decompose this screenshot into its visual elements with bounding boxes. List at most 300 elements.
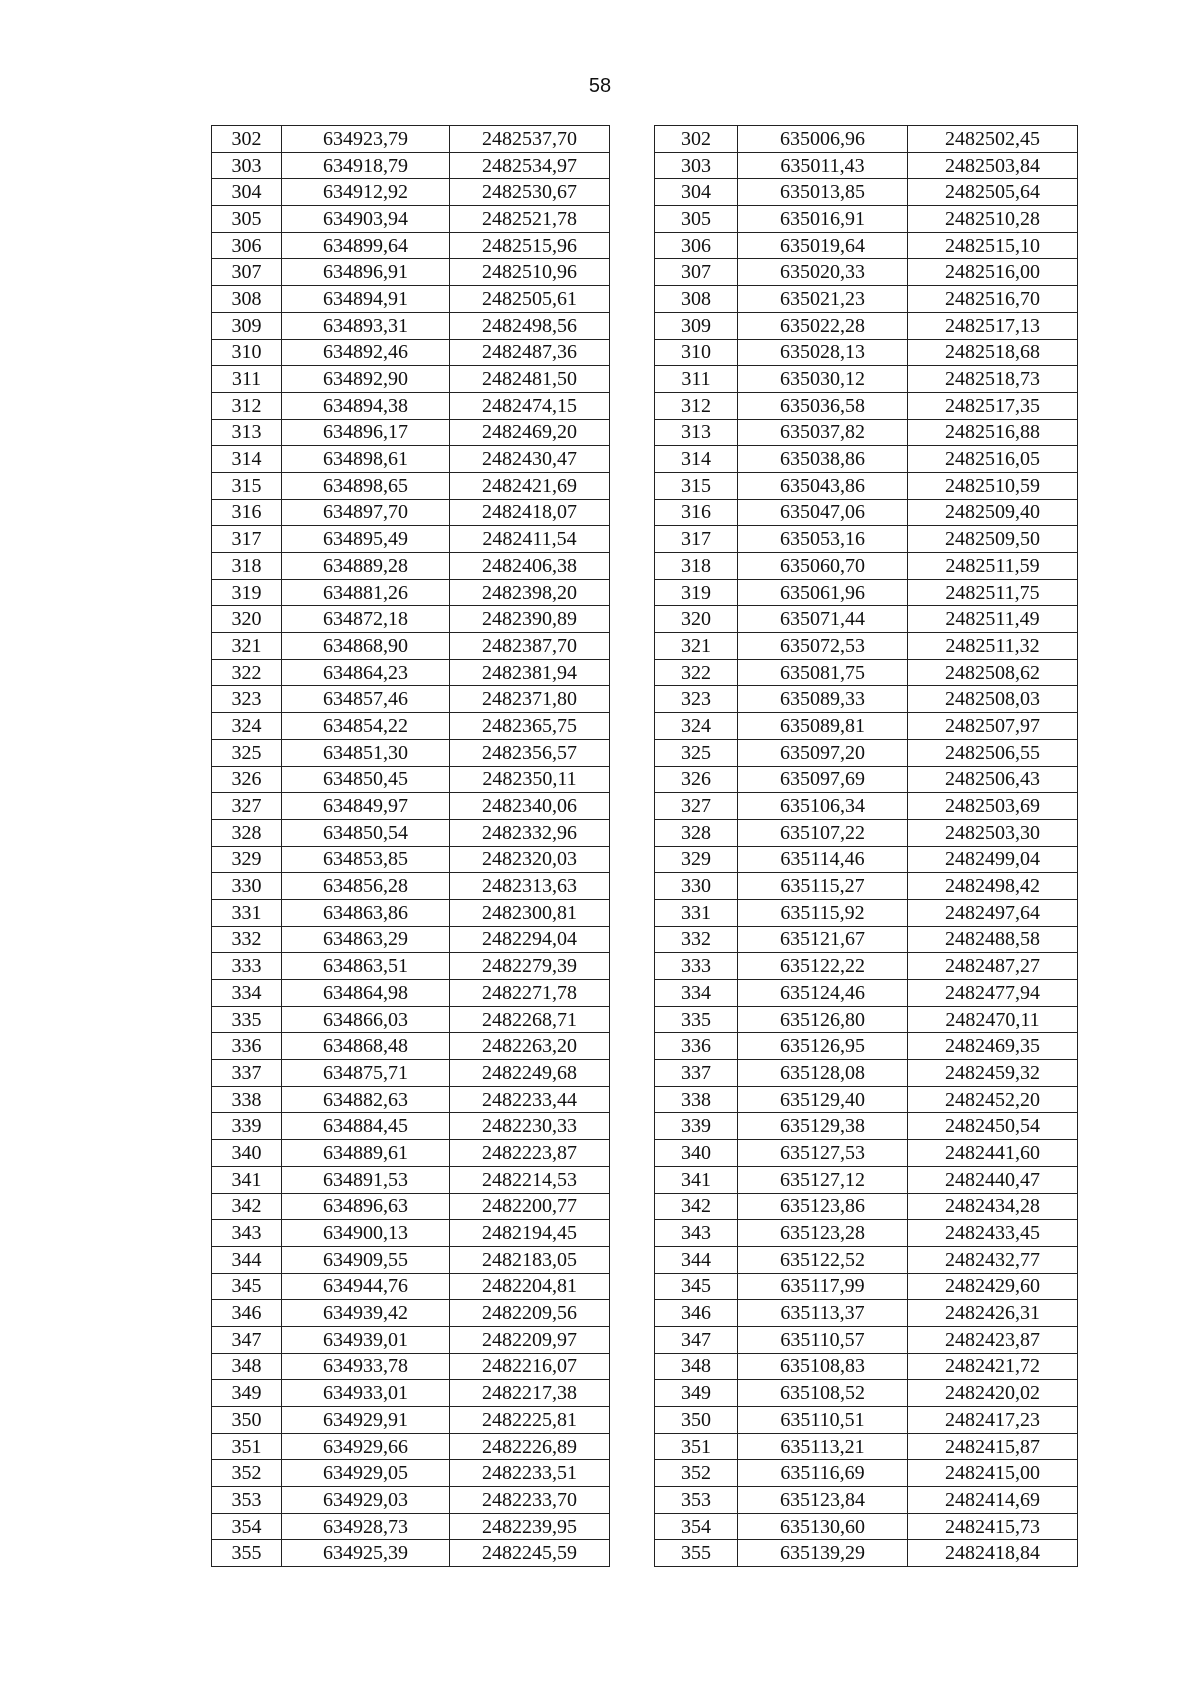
- right-x-coordinate: 635016,91: [738, 206, 908, 233]
- right-x-coordinate: 635089,81: [738, 713, 908, 740]
- table-row: [212, 659, 1078, 686]
- spacer-cell: [610, 259, 655, 286]
- right-y-coordinate: 2482516,70: [908, 286, 1078, 313]
- spacer-cell: [610, 232, 655, 259]
- left-x-coordinate: 634868,48: [282, 1033, 450, 1060]
- left-x-coordinate: 634863,29: [282, 926, 450, 953]
- left-y-coordinate: 2482332,96: [450, 819, 610, 846]
- spacer-cell: [610, 339, 655, 366]
- left-y-coordinate: 2482249,68: [450, 1060, 610, 1087]
- right-y-coordinate: 2482508,03: [908, 686, 1078, 713]
- left-x-coordinate: 634929,66: [282, 1433, 450, 1460]
- table-row: [212, 206, 1078, 233]
- table-row: [212, 1433, 1078, 1460]
- left-x-coordinate: 634864,23: [282, 659, 450, 686]
- left-point-number: 353: [212, 1487, 282, 1514]
- left-y-coordinate: 2482505,61: [450, 286, 610, 313]
- right-point-number: 302: [655, 126, 738, 153]
- spacer-cell: [610, 1113, 655, 1140]
- left-x-coordinate: 634894,38: [282, 392, 450, 419]
- spacer-cell: [610, 1407, 655, 1434]
- left-y-coordinate: 2482530,67: [450, 179, 610, 206]
- left-y-coordinate: 2482200,77: [450, 1193, 610, 1220]
- table-row: [212, 259, 1078, 286]
- left-y-coordinate: 2482300,81: [450, 899, 610, 926]
- spacer-cell: [610, 846, 655, 873]
- spacer-cell: [610, 472, 655, 499]
- left-point-number: 343: [212, 1220, 282, 1247]
- left-x-coordinate: 634925,39: [282, 1540, 450, 1567]
- right-y-coordinate: 2482497,64: [908, 899, 1078, 926]
- left-point-number: 354: [212, 1513, 282, 1540]
- left-y-coordinate: 2482515,96: [450, 232, 610, 259]
- spacer-cell: [610, 499, 655, 526]
- right-x-coordinate: 635123,84: [738, 1487, 908, 1514]
- spacer-cell: [610, 899, 655, 926]
- left-y-coordinate: 2482204,81: [450, 1273, 610, 1300]
- left-point-number: 307: [212, 259, 282, 286]
- right-point-number: 312: [655, 392, 738, 419]
- table-row: [212, 1353, 1078, 1380]
- right-x-coordinate: 635110,57: [738, 1326, 908, 1353]
- right-x-coordinate: 635072,53: [738, 633, 908, 660]
- right-y-coordinate: 2482421,72: [908, 1353, 1078, 1380]
- right-x-coordinate: 635097,20: [738, 739, 908, 766]
- right-y-coordinate: 2482508,62: [908, 659, 1078, 686]
- right-x-coordinate: 635123,28: [738, 1220, 908, 1247]
- left-point-number: 319: [212, 579, 282, 606]
- right-y-coordinate: 2482503,30: [908, 819, 1078, 846]
- left-y-coordinate: 2482279,39: [450, 953, 610, 980]
- right-x-coordinate: 635107,22: [738, 819, 908, 846]
- left-point-number: 321: [212, 633, 282, 660]
- right-point-number: 323: [655, 686, 738, 713]
- right-point-number: 318: [655, 553, 738, 580]
- left-point-number: 310: [212, 339, 282, 366]
- table-row: [212, 419, 1078, 446]
- right-x-coordinate: 635129,38: [738, 1113, 908, 1140]
- right-x-coordinate: 635129,40: [738, 1086, 908, 1113]
- table-row: [212, 1300, 1078, 1327]
- table-row: [212, 1513, 1078, 1540]
- right-x-coordinate: 635108,83: [738, 1353, 908, 1380]
- left-y-coordinate: 2482223,87: [450, 1140, 610, 1167]
- right-x-coordinate: 635037,82: [738, 419, 908, 446]
- right-x-coordinate: 635097,69: [738, 766, 908, 793]
- spacer-cell: [610, 1166, 655, 1193]
- spacer-cell: [610, 606, 655, 633]
- left-x-coordinate: 634933,78: [282, 1353, 450, 1380]
- left-x-coordinate: 634929,05: [282, 1460, 450, 1487]
- spacer-cell: [610, 206, 655, 233]
- right-x-coordinate: 635115,92: [738, 899, 908, 926]
- left-y-coordinate: 2482194,45: [450, 1220, 610, 1247]
- left-point-number: 355: [212, 1540, 282, 1567]
- left-point-number: 344: [212, 1246, 282, 1273]
- right-point-number: 308: [655, 286, 738, 313]
- spacer-cell: [610, 1460, 655, 1487]
- left-x-coordinate: 634929,03: [282, 1487, 450, 1514]
- right-point-number: 311: [655, 366, 738, 393]
- left-y-coordinate: 2482245,59: [450, 1540, 610, 1567]
- left-y-coordinate: 2482521,78: [450, 206, 610, 233]
- table-row: [212, 1326, 1078, 1353]
- left-x-coordinate: 634892,90: [282, 366, 450, 393]
- table-row: [212, 713, 1078, 740]
- spacer-cell: [610, 1487, 655, 1514]
- left-x-coordinate: 634944,76: [282, 1273, 450, 1300]
- table-row: [212, 739, 1078, 766]
- left-y-coordinate: 2482271,78: [450, 980, 610, 1007]
- left-x-coordinate: 634918,79: [282, 152, 450, 179]
- right-x-coordinate: 635030,12: [738, 366, 908, 393]
- table-row: [212, 526, 1078, 553]
- left-y-coordinate: 2482214,53: [450, 1166, 610, 1193]
- left-y-coordinate: 2482418,07: [450, 499, 610, 526]
- right-x-coordinate: 635028,13: [738, 339, 908, 366]
- left-x-coordinate: 634912,92: [282, 179, 450, 206]
- right-y-coordinate: 2482511,32: [908, 633, 1078, 660]
- right-point-number: 316: [655, 499, 738, 526]
- left-y-coordinate: 2482421,69: [450, 472, 610, 499]
- right-point-number: 331: [655, 899, 738, 926]
- table-row: [212, 579, 1078, 606]
- table-row: [212, 606, 1078, 633]
- right-y-coordinate: 2482509,40: [908, 499, 1078, 526]
- right-y-coordinate: 2482517,13: [908, 312, 1078, 339]
- right-y-coordinate: 2482506,55: [908, 739, 1078, 766]
- left-point-number: 339: [212, 1113, 282, 1140]
- left-x-coordinate: 634884,45: [282, 1113, 450, 1140]
- left-point-number: 329: [212, 846, 282, 873]
- left-point-number: 340: [212, 1140, 282, 1167]
- spacer-cell: [610, 1380, 655, 1407]
- right-x-coordinate: 635020,33: [738, 259, 908, 286]
- left-y-coordinate: 2482390,89: [450, 606, 610, 633]
- left-y-coordinate: 2482481,50: [450, 366, 610, 393]
- left-x-coordinate: 634909,55: [282, 1246, 450, 1273]
- spacer-cell: [610, 1220, 655, 1247]
- left-point-number: 352: [212, 1460, 282, 1487]
- table-row: [212, 1246, 1078, 1273]
- right-point-number: 334: [655, 980, 738, 1007]
- right-point-number: 324: [655, 713, 738, 740]
- right-y-coordinate: 2482503,84: [908, 152, 1078, 179]
- spacer-cell: [610, 1353, 655, 1380]
- right-x-coordinate: 635115,27: [738, 873, 908, 900]
- spacer-cell: [610, 312, 655, 339]
- right-x-coordinate: 635124,46: [738, 980, 908, 1007]
- right-x-coordinate: 635130,60: [738, 1513, 908, 1540]
- spacer-cell: [610, 953, 655, 980]
- left-y-coordinate: 2482320,03: [450, 846, 610, 873]
- right-point-number: 317: [655, 526, 738, 553]
- right-x-coordinate: 635071,44: [738, 606, 908, 633]
- right-x-coordinate: 635117,99: [738, 1273, 908, 1300]
- right-x-coordinate: 635114,46: [738, 846, 908, 873]
- left-y-coordinate: 2482209,97: [450, 1326, 610, 1353]
- right-x-coordinate: 635126,80: [738, 1006, 908, 1033]
- left-point-number: 316: [212, 499, 282, 526]
- left-x-coordinate: 634893,31: [282, 312, 450, 339]
- spacer-cell: [610, 1060, 655, 1087]
- right-y-coordinate: 2482505,64: [908, 179, 1078, 206]
- left-point-number: 326: [212, 766, 282, 793]
- right-point-number: 325: [655, 739, 738, 766]
- left-y-coordinate: 2482474,15: [450, 392, 610, 419]
- table-row: [212, 553, 1078, 580]
- right-x-coordinate: 635122,52: [738, 1246, 908, 1273]
- right-x-coordinate: 635116,69: [738, 1460, 908, 1487]
- left-y-coordinate: 2482294,04: [450, 926, 610, 953]
- table-row: [212, 1460, 1078, 1487]
- right-x-coordinate: 635019,64: [738, 232, 908, 259]
- right-x-coordinate: 635047,06: [738, 499, 908, 526]
- spacer-cell: [610, 926, 655, 953]
- right-x-coordinate: 635113,21: [738, 1433, 908, 1460]
- left-point-number: 303: [212, 152, 282, 179]
- left-x-coordinate: 634899,64: [282, 232, 450, 259]
- left-point-number: 330: [212, 873, 282, 900]
- table-row: [212, 179, 1078, 206]
- left-point-number: 327: [212, 793, 282, 820]
- right-y-coordinate: 2482516,88: [908, 419, 1078, 446]
- table-row: [212, 446, 1078, 473]
- left-y-coordinate: 2482183,05: [450, 1246, 610, 1273]
- left-x-coordinate: 634863,86: [282, 899, 450, 926]
- left-point-number: 315: [212, 472, 282, 499]
- right-y-coordinate: 2482502,45: [908, 126, 1078, 153]
- left-y-coordinate: 2482498,56: [450, 312, 610, 339]
- left-y-coordinate: 2482233,44: [450, 1086, 610, 1113]
- spacer-cell: [610, 579, 655, 606]
- right-y-coordinate: 2482517,35: [908, 392, 1078, 419]
- right-x-coordinate: 635043,86: [738, 472, 908, 499]
- table-row: [212, 1033, 1078, 1060]
- left-x-coordinate: 634929,91: [282, 1407, 450, 1434]
- right-y-coordinate: 2482414,69: [908, 1487, 1078, 1514]
- left-point-number: 347: [212, 1326, 282, 1353]
- right-point-number: 326: [655, 766, 738, 793]
- left-y-coordinate: 2482225,81: [450, 1407, 610, 1434]
- left-point-number: 328: [212, 819, 282, 846]
- spacer-cell: [610, 446, 655, 473]
- left-y-coordinate: 2482398,20: [450, 579, 610, 606]
- right-x-coordinate: 635108,52: [738, 1380, 908, 1407]
- table-row: [212, 472, 1078, 499]
- left-x-coordinate: 634849,97: [282, 793, 450, 820]
- left-y-coordinate: 2482371,80: [450, 686, 610, 713]
- left-y-coordinate: 2482217,38: [450, 1380, 610, 1407]
- right-point-number: 338: [655, 1086, 738, 1113]
- right-x-coordinate: 635123,86: [738, 1193, 908, 1220]
- left-x-coordinate: 634882,63: [282, 1086, 450, 1113]
- right-point-number: 306: [655, 232, 738, 259]
- left-point-number: 311: [212, 366, 282, 393]
- table-row: [212, 766, 1078, 793]
- right-y-coordinate: 2482516,05: [908, 446, 1078, 473]
- right-x-coordinate: 635011,43: [738, 152, 908, 179]
- left-y-coordinate: 2482487,36: [450, 339, 610, 366]
- left-y-coordinate: 2482226,89: [450, 1433, 610, 1460]
- spacer-cell: [610, 793, 655, 820]
- left-point-number: 323: [212, 686, 282, 713]
- table-row: [212, 1006, 1078, 1033]
- right-y-coordinate: 2482434,28: [908, 1193, 1078, 1220]
- right-point-number: 303: [655, 152, 738, 179]
- right-point-number: 322: [655, 659, 738, 686]
- right-y-coordinate: 2482452,20: [908, 1086, 1078, 1113]
- right-y-coordinate: 2482469,35: [908, 1033, 1078, 1060]
- right-y-coordinate: 2482433,45: [908, 1220, 1078, 1247]
- spacer-cell: [610, 1193, 655, 1220]
- spacer-cell: [610, 1300, 655, 1327]
- left-x-coordinate: 634881,26: [282, 579, 450, 606]
- left-x-coordinate: 634875,71: [282, 1060, 450, 1087]
- left-y-coordinate: 2482387,70: [450, 633, 610, 660]
- right-point-number: 347: [655, 1326, 738, 1353]
- right-x-coordinate: 635128,08: [738, 1060, 908, 1087]
- left-x-coordinate: 634923,79: [282, 126, 450, 153]
- left-point-number: 305: [212, 206, 282, 233]
- left-x-coordinate: 634857,46: [282, 686, 450, 713]
- right-y-coordinate: 2482487,27: [908, 953, 1078, 980]
- left-x-coordinate: 634900,13: [282, 1220, 450, 1247]
- right-x-coordinate: 635081,75: [738, 659, 908, 686]
- right-x-coordinate: 635006,96: [738, 126, 908, 153]
- spacer-cell: [610, 1326, 655, 1353]
- table-row: [212, 686, 1078, 713]
- right-x-coordinate: 635126,95: [738, 1033, 908, 1060]
- right-point-number: 346: [655, 1300, 738, 1327]
- right-point-number: 329: [655, 846, 738, 873]
- table-row: [212, 1273, 1078, 1300]
- right-point-number: 355: [655, 1540, 738, 1567]
- spacer-cell: [610, 1086, 655, 1113]
- spacer-cell: [610, 392, 655, 419]
- left-point-number: 312: [212, 392, 282, 419]
- spacer-cell: [610, 766, 655, 793]
- left-point-number: 318: [212, 553, 282, 580]
- right-y-coordinate: 2482509,50: [908, 526, 1078, 553]
- left-y-coordinate: 2482534,97: [450, 152, 610, 179]
- coordinates-table-body: [212, 126, 1078, 1567]
- spacer-cell: [610, 1513, 655, 1540]
- left-point-number: 346: [212, 1300, 282, 1327]
- left-point-number: 333: [212, 953, 282, 980]
- left-y-coordinate: 2482209,56: [450, 1300, 610, 1327]
- right-point-number: 351: [655, 1433, 738, 1460]
- left-x-coordinate: 634864,98: [282, 980, 450, 1007]
- right-point-number: 313: [655, 419, 738, 446]
- left-y-coordinate: 2482233,51: [450, 1460, 610, 1487]
- left-point-number: 351: [212, 1433, 282, 1460]
- table-row: [212, 633, 1078, 660]
- right-x-coordinate: 635061,96: [738, 579, 908, 606]
- table-row: [212, 499, 1078, 526]
- left-point-number: 335: [212, 1006, 282, 1033]
- left-point-number: 334: [212, 980, 282, 1007]
- right-x-coordinate: 635053,16: [738, 526, 908, 553]
- left-y-coordinate: 2482313,63: [450, 873, 610, 900]
- right-point-number: 307: [655, 259, 738, 286]
- left-x-coordinate: 634868,90: [282, 633, 450, 660]
- right-point-number: 341: [655, 1166, 738, 1193]
- left-point-number: 345: [212, 1273, 282, 1300]
- right-y-coordinate: 2482506,43: [908, 766, 1078, 793]
- left-point-number: 306: [212, 232, 282, 259]
- right-y-coordinate: 2482418,84: [908, 1540, 1078, 1567]
- right-point-number: 345: [655, 1273, 738, 1300]
- right-point-number: 335: [655, 1006, 738, 1033]
- left-y-coordinate: 2482365,75: [450, 713, 610, 740]
- spacer-cell: [610, 1540, 655, 1567]
- table-row: [212, 926, 1078, 953]
- left-x-coordinate: 634898,65: [282, 472, 450, 499]
- right-point-number: 339: [655, 1113, 738, 1140]
- spacer-cell: [610, 1140, 655, 1167]
- right-y-coordinate: 2482499,04: [908, 846, 1078, 873]
- table-row: [212, 1140, 1078, 1167]
- right-y-coordinate: 2482518,68: [908, 339, 1078, 366]
- page-number: 58: [588, 75, 612, 97]
- left-x-coordinate: 634872,18: [282, 606, 450, 633]
- right-y-coordinate: 2482415,73: [908, 1513, 1078, 1540]
- left-x-coordinate: 634889,28: [282, 553, 450, 580]
- table-row: [212, 1540, 1078, 1567]
- left-y-coordinate: 2482411,54: [450, 526, 610, 553]
- left-y-coordinate: 2482263,20: [450, 1033, 610, 1060]
- left-x-coordinate: 634891,53: [282, 1166, 450, 1193]
- right-y-coordinate: 2482511,75: [908, 579, 1078, 606]
- table-row: [212, 1380, 1078, 1407]
- left-y-coordinate: 2482239,95: [450, 1513, 610, 1540]
- spacer-cell: [610, 1033, 655, 1060]
- right-point-number: 344: [655, 1246, 738, 1273]
- right-point-number: 342: [655, 1193, 738, 1220]
- left-y-coordinate: 2482268,71: [450, 1006, 610, 1033]
- right-point-number: 337: [655, 1060, 738, 1087]
- left-x-coordinate: 634866,03: [282, 1006, 450, 1033]
- right-x-coordinate: 635060,70: [738, 553, 908, 580]
- left-y-coordinate: 2482381,94: [450, 659, 610, 686]
- right-y-coordinate: 2482477,94: [908, 980, 1078, 1007]
- right-point-number: 330: [655, 873, 738, 900]
- right-x-coordinate: 635038,86: [738, 446, 908, 473]
- right-x-coordinate: 635139,29: [738, 1540, 908, 1567]
- right-y-coordinate: 2482510,59: [908, 472, 1078, 499]
- spacer-cell: [610, 126, 655, 153]
- coordinates-table: [211, 125, 1078, 1567]
- spacer-cell: [610, 1246, 655, 1273]
- left-x-coordinate: 634897,70: [282, 499, 450, 526]
- right-point-number: 321: [655, 633, 738, 660]
- right-y-coordinate: 2482510,28: [908, 206, 1078, 233]
- left-y-coordinate: 2482469,20: [450, 419, 610, 446]
- spacer-cell: [610, 739, 655, 766]
- left-x-coordinate: 634939,42: [282, 1300, 450, 1327]
- table-row: [212, 953, 1078, 980]
- table-row: [212, 1407, 1078, 1434]
- left-x-coordinate: 634853,85: [282, 846, 450, 873]
- left-x-coordinate: 634856,28: [282, 873, 450, 900]
- right-point-number: 348: [655, 1353, 738, 1380]
- spacer-cell: [610, 553, 655, 580]
- left-x-coordinate: 634896,63: [282, 1193, 450, 1220]
- spacer-cell: [610, 1433, 655, 1460]
- spacer-cell: [610, 873, 655, 900]
- right-y-coordinate: 2482498,42: [908, 873, 1078, 900]
